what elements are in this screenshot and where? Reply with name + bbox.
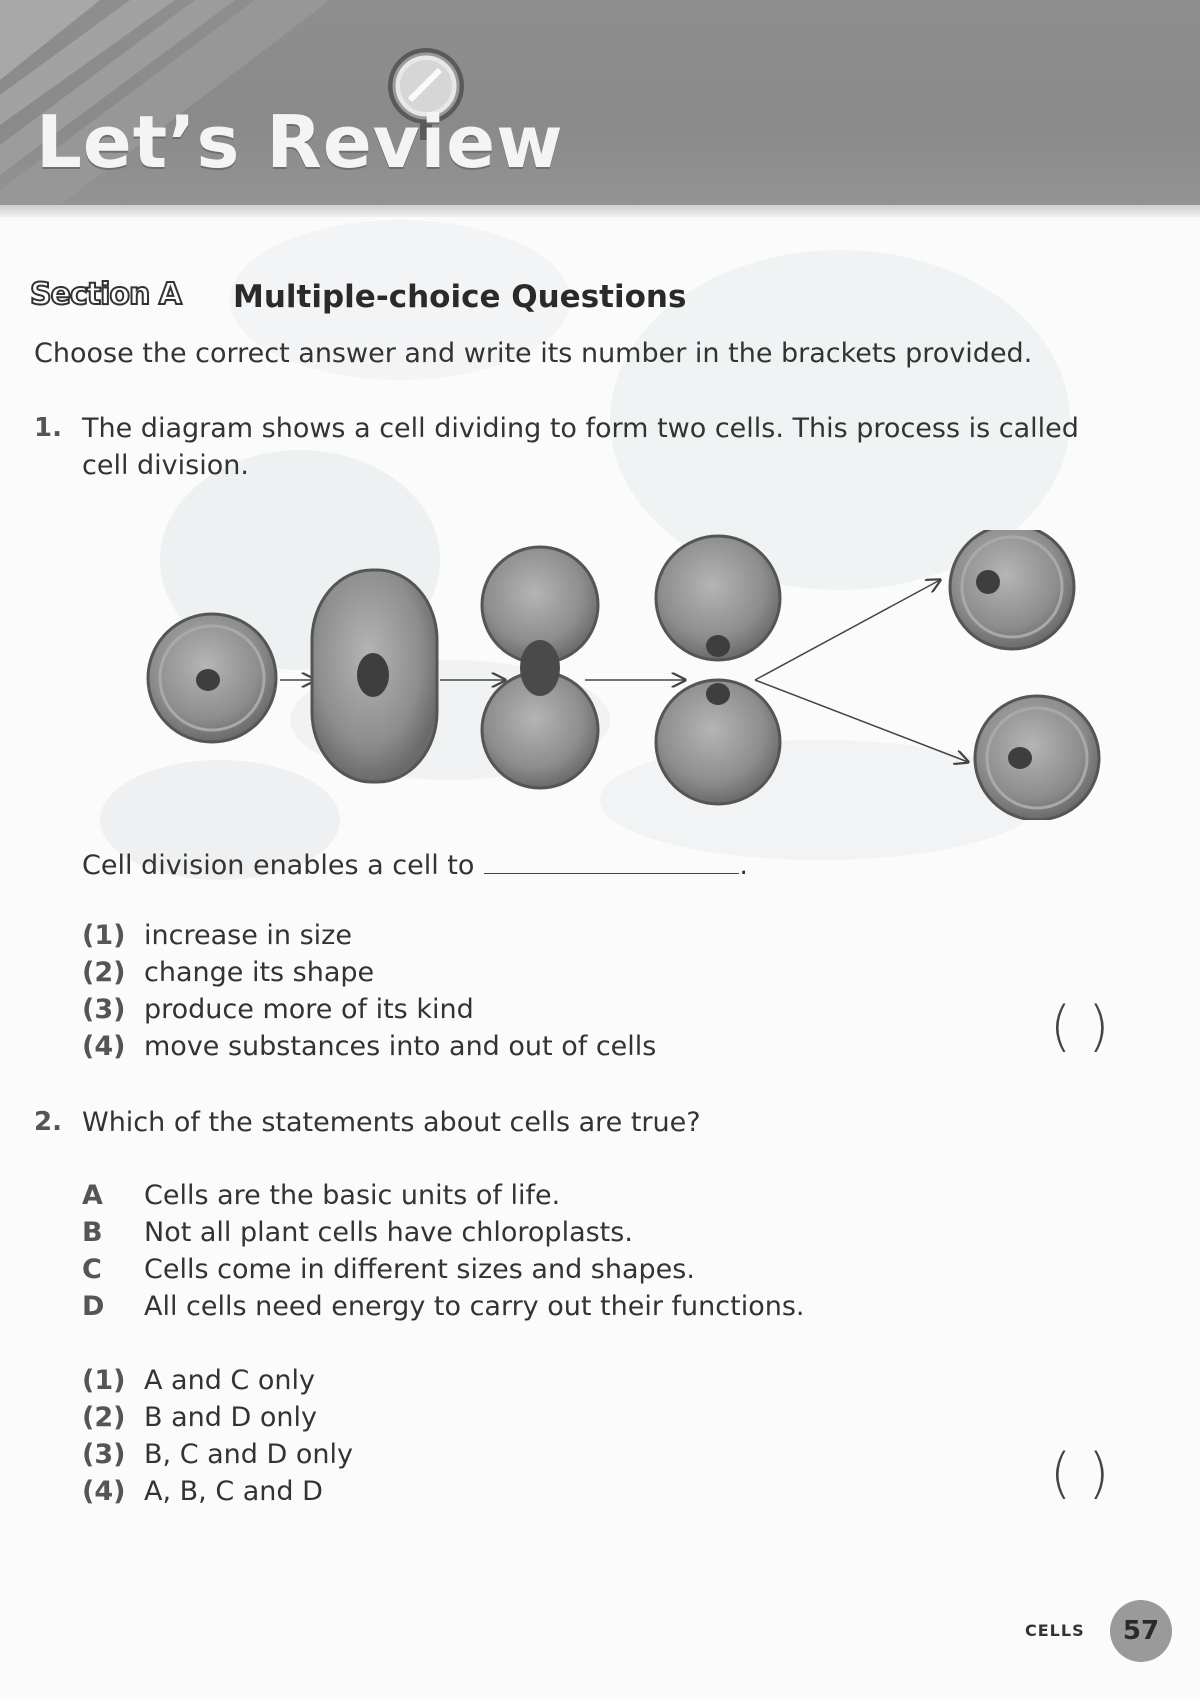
cell-stage-1	[148, 614, 276, 742]
option-text: B and D only	[144, 1402, 317, 1433]
cell-stage-2	[312, 570, 437, 782]
chapter-label: CELLS	[1025, 1621, 1085, 1640]
statement-label: D	[82, 1291, 105, 1322]
section-badge: Section A	[30, 277, 181, 312]
option-text: produce more of its kind	[144, 994, 474, 1025]
cell-stage-3	[482, 547, 598, 788]
section-title: Multiple-choice Questions	[233, 279, 687, 315]
stem-text: Cell division enables a cell to	[82, 850, 475, 881]
option-text: A, B, C and D	[144, 1476, 323, 1507]
question-text: The diagram shows a cell dividing to form two cells. This process is called	[82, 413, 1079, 444]
statement-text: Cells are the basic units of life.	[144, 1180, 561, 1211]
daughter-cell-bottom	[975, 696, 1099, 820]
option-label: (3)	[82, 994, 126, 1025]
option-text: change its shape	[144, 957, 375, 988]
daughter-cell-top	[950, 530, 1074, 649]
statement-text: All cells need energy to carry out their functions.	[144, 1291, 805, 1322]
statement-text: Cells come in different sizes and shapes.	[144, 1254, 695, 1285]
page-number-badge	[1110, 1600, 1172, 1662]
header-divider	[0, 205, 1200, 217]
option-label: (1)	[82, 920, 126, 951]
option-text: increase in size	[144, 920, 352, 951]
question-number: 2.	[34, 1107, 62, 1137]
page-number: 57	[1122, 1616, 1160, 1646]
option-label: (4)	[82, 1031, 126, 1062]
statement-label: A	[82, 1180, 103, 1211]
statement-label: B	[82, 1217, 103, 1248]
option-text: A and C only	[144, 1365, 315, 1396]
option-label: (1)	[82, 1365, 126, 1396]
option-text: move substances into and out of cells	[144, 1031, 657, 1062]
instructions: Choose the correct answer and write its number in the brackets provided.	[34, 338, 1033, 369]
statement-text: Not all plant cells have chloroplasts.	[144, 1217, 633, 1248]
cell-division-diagram	[140, 530, 1120, 820]
answer-blank	[484, 872, 739, 874]
question-number: 1.	[34, 413, 62, 443]
option-label: (2)	[82, 1402, 126, 1433]
option-label: (3)	[82, 1439, 126, 1470]
answer-brackets[interactable]: ( )	[1050, 1442, 1110, 1505]
cell-stage-4	[656, 536, 780, 804]
question-text-continued: cell division.	[82, 450, 249, 481]
option-text: B, C and D only	[144, 1439, 353, 1470]
page-title: Let’s Review	[36, 100, 564, 184]
statement-label: C	[82, 1254, 102, 1285]
answer-brackets[interactable]: ( )	[1050, 995, 1110, 1058]
question-stem	[82, 847, 748, 884]
option-label: (4)	[82, 1476, 126, 1507]
option-label: (2)	[82, 957, 126, 988]
stem-end: .	[739, 850, 748, 881]
question-text: Which of the statements about cells are true?	[82, 1107, 701, 1138]
